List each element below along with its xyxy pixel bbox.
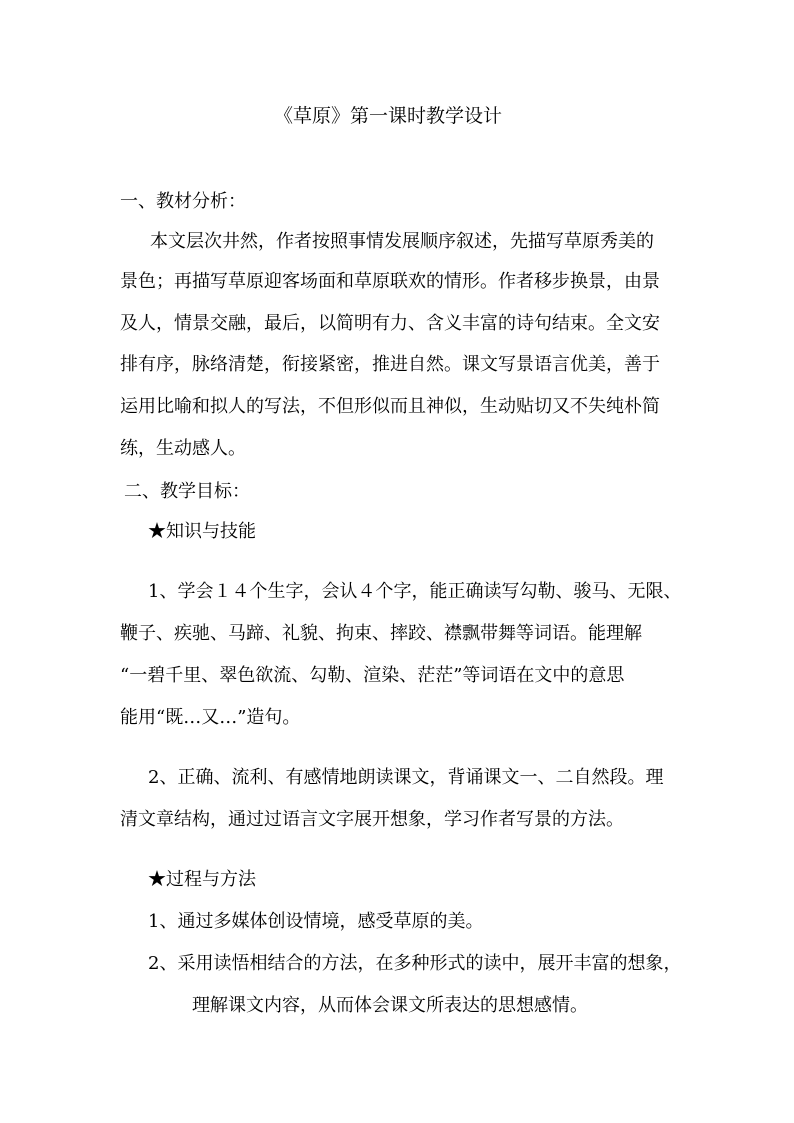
process-line: 1、通过多媒体创设情境，感受草原的美。 [148,911,484,932]
analysis-line: 排有序，脉络清楚，衔接紧密，推进自然。课文写景语言优美，善于 [120,354,660,375]
goal-item-1-line: 1、学会１４个生字，会认４个字，能正确读写勾勒、骏马、无限、 [148,581,682,602]
analysis-line: 及人，情景交融，最后，以简明有力、含义丰富的诗句结束。全文安 [120,313,660,334]
goal-item-1-line: 鞭子、疾驰、马蹄、礼貌、拘束、摔跤、襟飘带舞等词语。能理解 [120,623,642,644]
goal-item-1-line: “一碧千里、翠色欲流、勾勒、渲染、茫茫”等词语在文中的意思 [120,665,625,686]
section-heading-goals: 二、教学目标： [124,481,250,502]
process-line: 2、采用读悟相结合的方法，在多种形式的读中，展开丰富的想象， [148,953,682,974]
analysis-line: 景色；再描写草原迎客场面和草原联欢的情形。作者移步换景，由景 [120,271,660,292]
subheading-knowledge: ★知识与技能 [148,521,256,542]
goal-item-1-line: 能用“既…又…”造句。 [120,707,301,728]
goal-item-2-line: 2、正确、流利、有感情地朗读课文，背诵课文一、二自然段。理 [148,767,664,788]
analysis-line: 本文层次井然，作者按照事情发展顺序叙述，先描写草原秀美的 [150,231,654,252]
process-line: 理解课文内容，从而体会课文所表达的思想感情。 [192,995,588,1016]
subheading-process: ★过程与方法 [148,869,256,890]
section-heading-analysis: 一、教材分析： [120,191,246,212]
analysis-line: 运用比喻和拟人的写法，不但形似而且神似，生动贴切又不失纯朴简 [120,396,660,417]
analysis-line: 练，生动感人。 [120,438,246,459]
goal-item-2-line: 清文章结构，通过过语言文字展开想象，学习作者写景的方法。 [120,809,624,830]
document-title: 《草原》第一课时教学设计 [274,105,503,127]
